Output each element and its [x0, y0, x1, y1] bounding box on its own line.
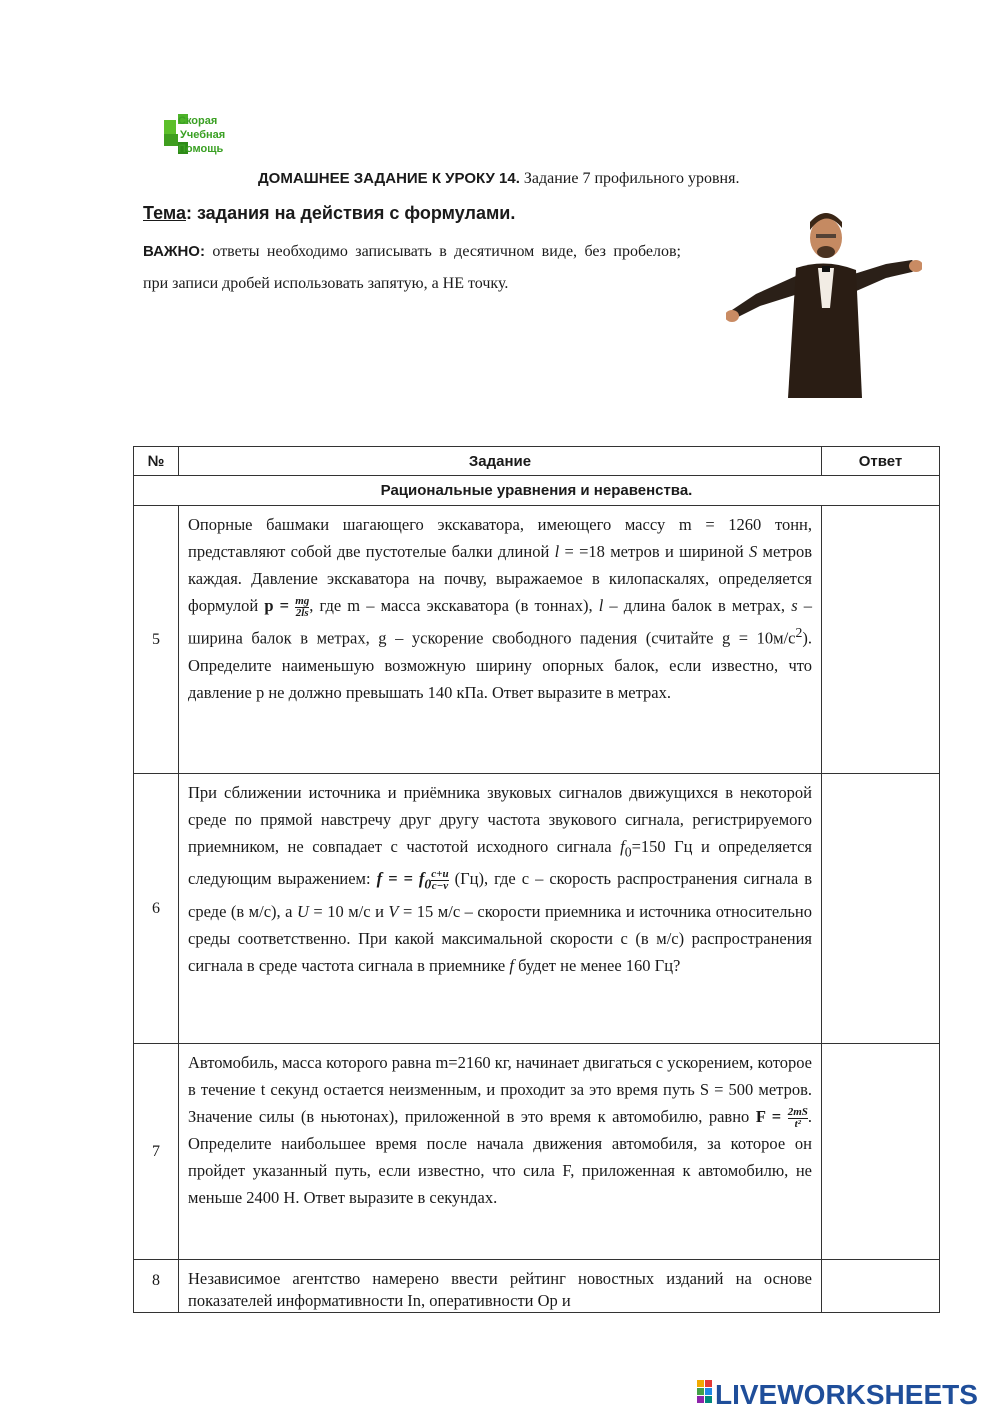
var-v: V	[388, 901, 399, 921]
var-l: l	[554, 542, 560, 561]
task-text-part: ). Определите наименьшую возможную ширину опорных балок, если известно, что давление p не должно превышать 140 кПа. Ответ выразите в метрах.	[188, 628, 812, 702]
formula-lhs: f = = f	[376, 869, 425, 889]
section-title: Рациональные уравнения и неравенства.	[134, 476, 940, 506]
superscript: 2	[795, 625, 803, 640]
var-u: U	[296, 901, 309, 921]
table-header-row	[134, 447, 940, 476]
task-number: 7	[134, 1044, 179, 1260]
task-text: Независимое агентство намерено ввести рейтинг новостных изданий на основе показателей информативности In, оперативности Op и	[179, 1260, 822, 1313]
task-text-part: – ширина балок в метрах, g – ускорение свободного падения (считайте g = 10м/с	[188, 596, 812, 648]
task-text	[179, 774, 822, 1044]
header-task: Задание	[179, 447, 822, 476]
fraction-numerator: 2mS	[787, 1105, 808, 1118]
tasks-table	[133, 446, 940, 1313]
footer-brand-rest: WORKSHEETS	[777, 1379, 978, 1408]
important-text: ответы необходимо записывать в десятичном виде, без пробелов; при записи дробей использовать запятую, а НЕ точку.	[143, 243, 681, 292]
task-number: 8	[134, 1260, 179, 1313]
answer-cell[interactable]	[822, 774, 940, 1044]
task-text-part: , где m – масса экскаватора (в тоннах),	[309, 596, 599, 615]
var-s: s	[791, 596, 798, 615]
homework-title-bold: ДОМАШНЕЕ ЗАДАНИЕ К УРОКУ 14.	[258, 170, 520, 187]
important-label: ВАЖНО:	[143, 243, 205, 260]
table-row	[134, 1044, 940, 1260]
task-text-part: Опорные башмаки шагающего экскаватора, имеющего массу m = 1260 тонн, представляют собой две пустотелые балки длиной	[188, 515, 812, 561]
task-text-part: . Определите наибольшее время после начала движения автомобиля, за которое он пройдет указанный путь, если известно, что сила F, приложенная к автомобилю, не меньше 2400 Н. Ответ выразите в секундах.	[188, 1107, 813, 1207]
fraction-denominator: t²	[788, 1118, 808, 1130]
fraction-denominator: c−v	[431, 880, 449, 893]
formula-fraction	[295, 596, 309, 619]
topic	[143, 203, 515, 224]
logo-line1: Скорая	[178, 115, 218, 127]
formula-fraction	[431, 869, 448, 892]
formula-lhs: F =	[755, 1107, 782, 1126]
subscript: 0	[424, 876, 432, 892]
task-text-part: (Гц), где c – скорость распространения сигнала в среде (в м/с), а	[188, 869, 812, 921]
task-text-part: =150 Гц и определяется следующим выражением:	[188, 837, 813, 889]
var-s: S	[748, 542, 758, 561]
logo-line2: Учебная	[180, 129, 226, 141]
section-row	[134, 476, 940, 506]
topic-label: Тема	[143, 203, 186, 223]
answer-cell[interactable]	[822, 1260, 940, 1313]
var-l: l	[598, 596, 604, 615]
answer-cell[interactable]	[822, 1044, 940, 1260]
topic-text: : задания на действия с формулами.	[185, 203, 516, 223]
task-number: 5	[134, 506, 179, 774]
header-answer: Ответ	[822, 447, 940, 476]
var-f: f	[509, 955, 514, 975]
footer-brand-prefix: LIVE	[715, 1379, 778, 1408]
table-row	[134, 774, 940, 1044]
task-text-part: = 10 м/с и	[308, 901, 389, 921]
logo	[164, 112, 244, 156]
answer-cell[interactable]	[822, 506, 940, 774]
homework-title-rest: Задание 7 профильного уровня.	[519, 170, 740, 187]
task-text	[179, 506, 822, 774]
task-text-part: Автомобиль, масса которого равна m=2160 кг, начинает двигаться с ускорением, которое в течение t секунд остается неизменным, и проходит за это время путь S = 500 метров. Значение силы (в ньютонах), приложенной в это время к автомобилю, равно	[188, 1053, 812, 1126]
logo-line3: Помощь	[178, 143, 224, 155]
task-text-part: – длина балок в метрах,	[603, 596, 792, 615]
logo-mark-icon	[164, 112, 244, 156]
task-number: 6	[134, 774, 179, 1044]
formula-fraction	[788, 1107, 808, 1130]
important-note	[143, 236, 681, 300]
homework-title	[258, 170, 898, 188]
task-text-part: = =18 метров и шириной	[559, 542, 749, 561]
task-text-part: При сближении источника и приёмника звуковых сигналов движущихся в некоторой среде по прямой навстречу друг другу частота звукового сигнала, регистрируемого приемником, не совпадает с частотой исходного сигнала	[188, 783, 812, 856]
var-f: f	[620, 837, 625, 856]
fraction-denominator: 2ls	[295, 606, 309, 619]
footer-brand	[715, 1379, 978, 1408]
task-text-part: метров каждая. Давление экскаватора на почву, выражаемое в килопаскалях, определяется формулой	[188, 542, 812, 615]
task-text	[179, 1044, 822, 1260]
header-num: №	[134, 447, 179, 476]
subscript: 0	[624, 844, 632, 860]
fraction-numerator: c+u	[431, 868, 449, 881]
table-row	[134, 1260, 940, 1313]
task-text-part: = 15 м/с – скорости приемника и источника относительно среды соответственно. При какой максимальной скорости c (в м/с) распространения сигнала в среде частота сигнала в приемнике	[188, 901, 812, 975]
task-text-part: будет не менее 160 Гц?	[513, 955, 681, 975]
man-in-suit-image	[726, 198, 922, 398]
fraction-numerator: mg	[295, 594, 310, 607]
liveworksheets-logo	[697, 1378, 993, 1408]
formula-lhs: p =	[264, 596, 290, 615]
table-row	[134, 506, 940, 774]
